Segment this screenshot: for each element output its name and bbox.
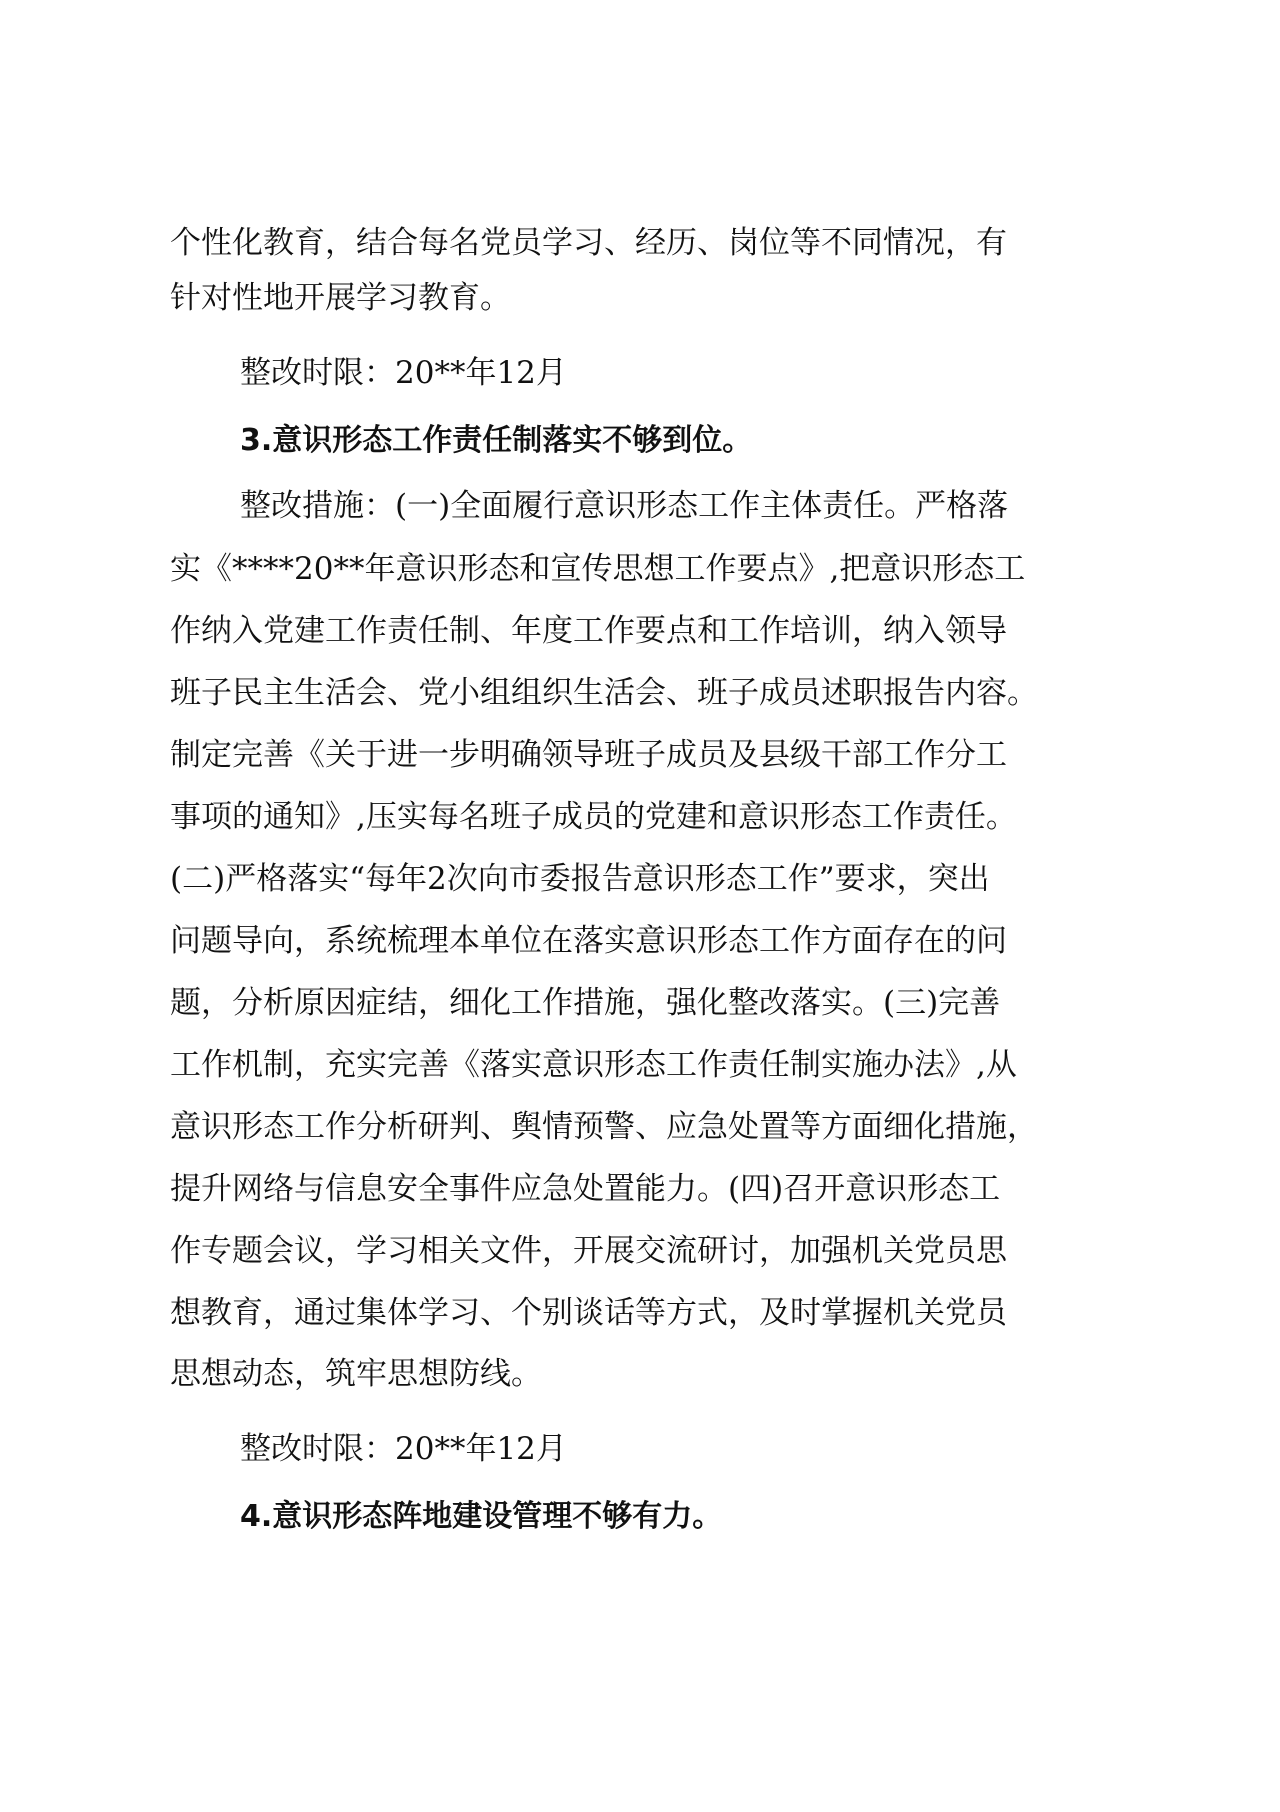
body-text-line: 班子民主生活会、党小组组织生活会、班子成员述职报告内容。 xyxy=(170,675,1038,711)
body-text-line: 工作机制，充实完善《落实意识形态工作责任制实施办法》,从 xyxy=(170,1047,1017,1083)
body-text-line: 提升网络与信息安全事件应急处置能力。(四)召开意识形态工 xyxy=(170,1171,1001,1207)
body-text-line: 实《****20**年意识形态和宣传思想工作要点》,把意识形态工 xyxy=(170,551,1026,587)
section-heading-3: 3.意识形态工作责任制落实不够到位。 xyxy=(240,423,753,458)
body-text-line: 意识形态工作分析研判、舆情预警、应急处置等方面细化措施， xyxy=(170,1109,1038,1145)
deadline-line: 整改时限：20**年12月 xyxy=(240,1431,567,1467)
deadline-line: 整改时限：20**年12月 xyxy=(240,355,567,391)
body-text-line: 问题导向，系统梳理本单位在落实意识形态工作方面存在的问 xyxy=(170,923,1007,959)
body-text-line: (二)严格落实“每年2次向市委报告意识形态工作”要求，突出 xyxy=(170,861,990,897)
body-text-line: 思想动态，筑牢思想防线。 xyxy=(170,1356,542,1392)
body-text-line: 个性化教育，结合每名党员学习、经历、岗位等不同情况，有 xyxy=(170,225,1007,261)
body-text-line: 制定完善《关于进一步明确领导班子成员及县级干部工作分工 xyxy=(170,737,1007,773)
body-text-line: 作专题会议，学习相关文件，开展交流研讨，加强机关党员思 xyxy=(170,1233,1007,1269)
section-heading-4: 4.意识形态阵地建设管理不够有力。 xyxy=(240,1499,723,1534)
body-text-line: 题，分析原因症结，细化工作措施，强化整改落实。(三)完善 xyxy=(170,985,1001,1021)
body-text-line: 整改措施：(一)全面履行意识形态工作主体责任。严格落 xyxy=(240,488,1009,524)
body-text-line: 作纳入党建工作责任制、年度工作要点和工作培训，纳入领导 xyxy=(170,613,1007,649)
body-text-line: 想教育，通过集体学习、个别谈话等方式，及时掌握机关党员 xyxy=(170,1295,1007,1331)
body-text-line: 事项的通知》,压实每名班子成员的党建和意识形态工作责任。 xyxy=(170,799,1017,835)
body-text-line: 针对性地开展学习教育。 xyxy=(170,280,511,316)
